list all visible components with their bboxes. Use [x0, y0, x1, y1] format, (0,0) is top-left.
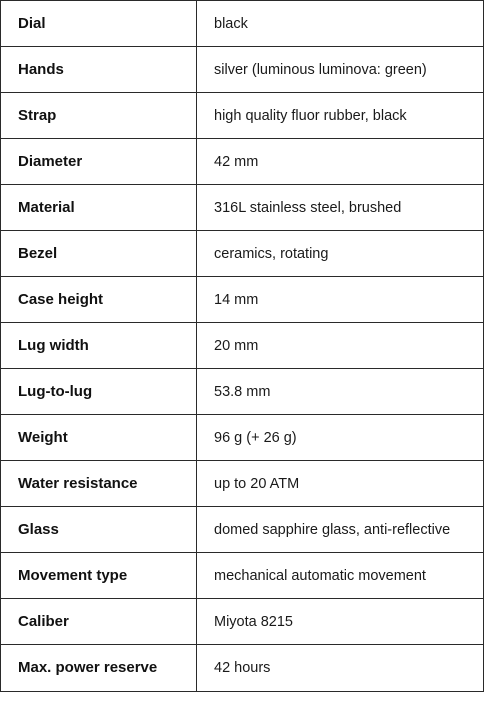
spec-value: ceramics, rotating: [197, 231, 484, 277]
spec-value: silver (luminous luminova: green): [197, 47, 484, 93]
spec-label: Weight: [1, 415, 197, 461]
spec-label: Strap: [1, 93, 197, 139]
spec-value: 53.8 mm: [197, 369, 484, 415]
spec-value: 42 hours: [197, 645, 484, 692]
spec-value: Miyota 8215: [197, 599, 484, 645]
spec-value: domed sapphire glass, anti-reflective: [197, 507, 484, 553]
spec-label: Caliber: [1, 599, 197, 645]
table-row: [1, 231, 484, 277]
spec-label: Bezel: [1, 231, 197, 277]
spec-label: Water resistance: [1, 461, 197, 507]
table-row: [1, 507, 484, 553]
table-row: [1, 599, 484, 645]
spec-value: black: [197, 1, 484, 47]
table-row: [1, 369, 484, 415]
table-row: [1, 553, 484, 599]
table-row: [1, 645, 484, 692]
spec-value: mechanical automatic movement: [197, 553, 484, 599]
table-row: [1, 415, 484, 461]
spec-value: up to 20 ATM: [197, 461, 484, 507]
table-row: [1, 277, 484, 323]
table-row: [1, 461, 484, 507]
table-row: [1, 185, 484, 231]
table-row: [1, 323, 484, 369]
spec-label: Max. power reserve: [1, 645, 197, 692]
spec-label: Glass: [1, 507, 197, 553]
spec-value: 316L stainless steel, brushed: [197, 185, 484, 231]
spec-value: high quality fluor rubber, black: [197, 93, 484, 139]
spec-label: Dial: [1, 1, 197, 47]
spec-value: 20 mm: [197, 323, 484, 369]
table-row: [1, 47, 484, 93]
table-row: [1, 93, 484, 139]
spec-label: Hands: [1, 47, 197, 93]
spec-label: Case height: [1, 277, 197, 323]
spec-value: 14 mm: [197, 277, 484, 323]
spec-label: Diameter: [1, 139, 197, 185]
spec-label: Lug width: [1, 323, 197, 369]
spec-label: Lug-to-lug: [1, 369, 197, 415]
spec-value: 42 mm: [197, 139, 484, 185]
table-row: [1, 139, 484, 185]
spec-value: 96 g (+ 26 g): [197, 415, 484, 461]
spec-label: Material: [1, 185, 197, 231]
spec-label: Movement type: [1, 553, 197, 599]
table-row: [1, 1, 484, 47]
